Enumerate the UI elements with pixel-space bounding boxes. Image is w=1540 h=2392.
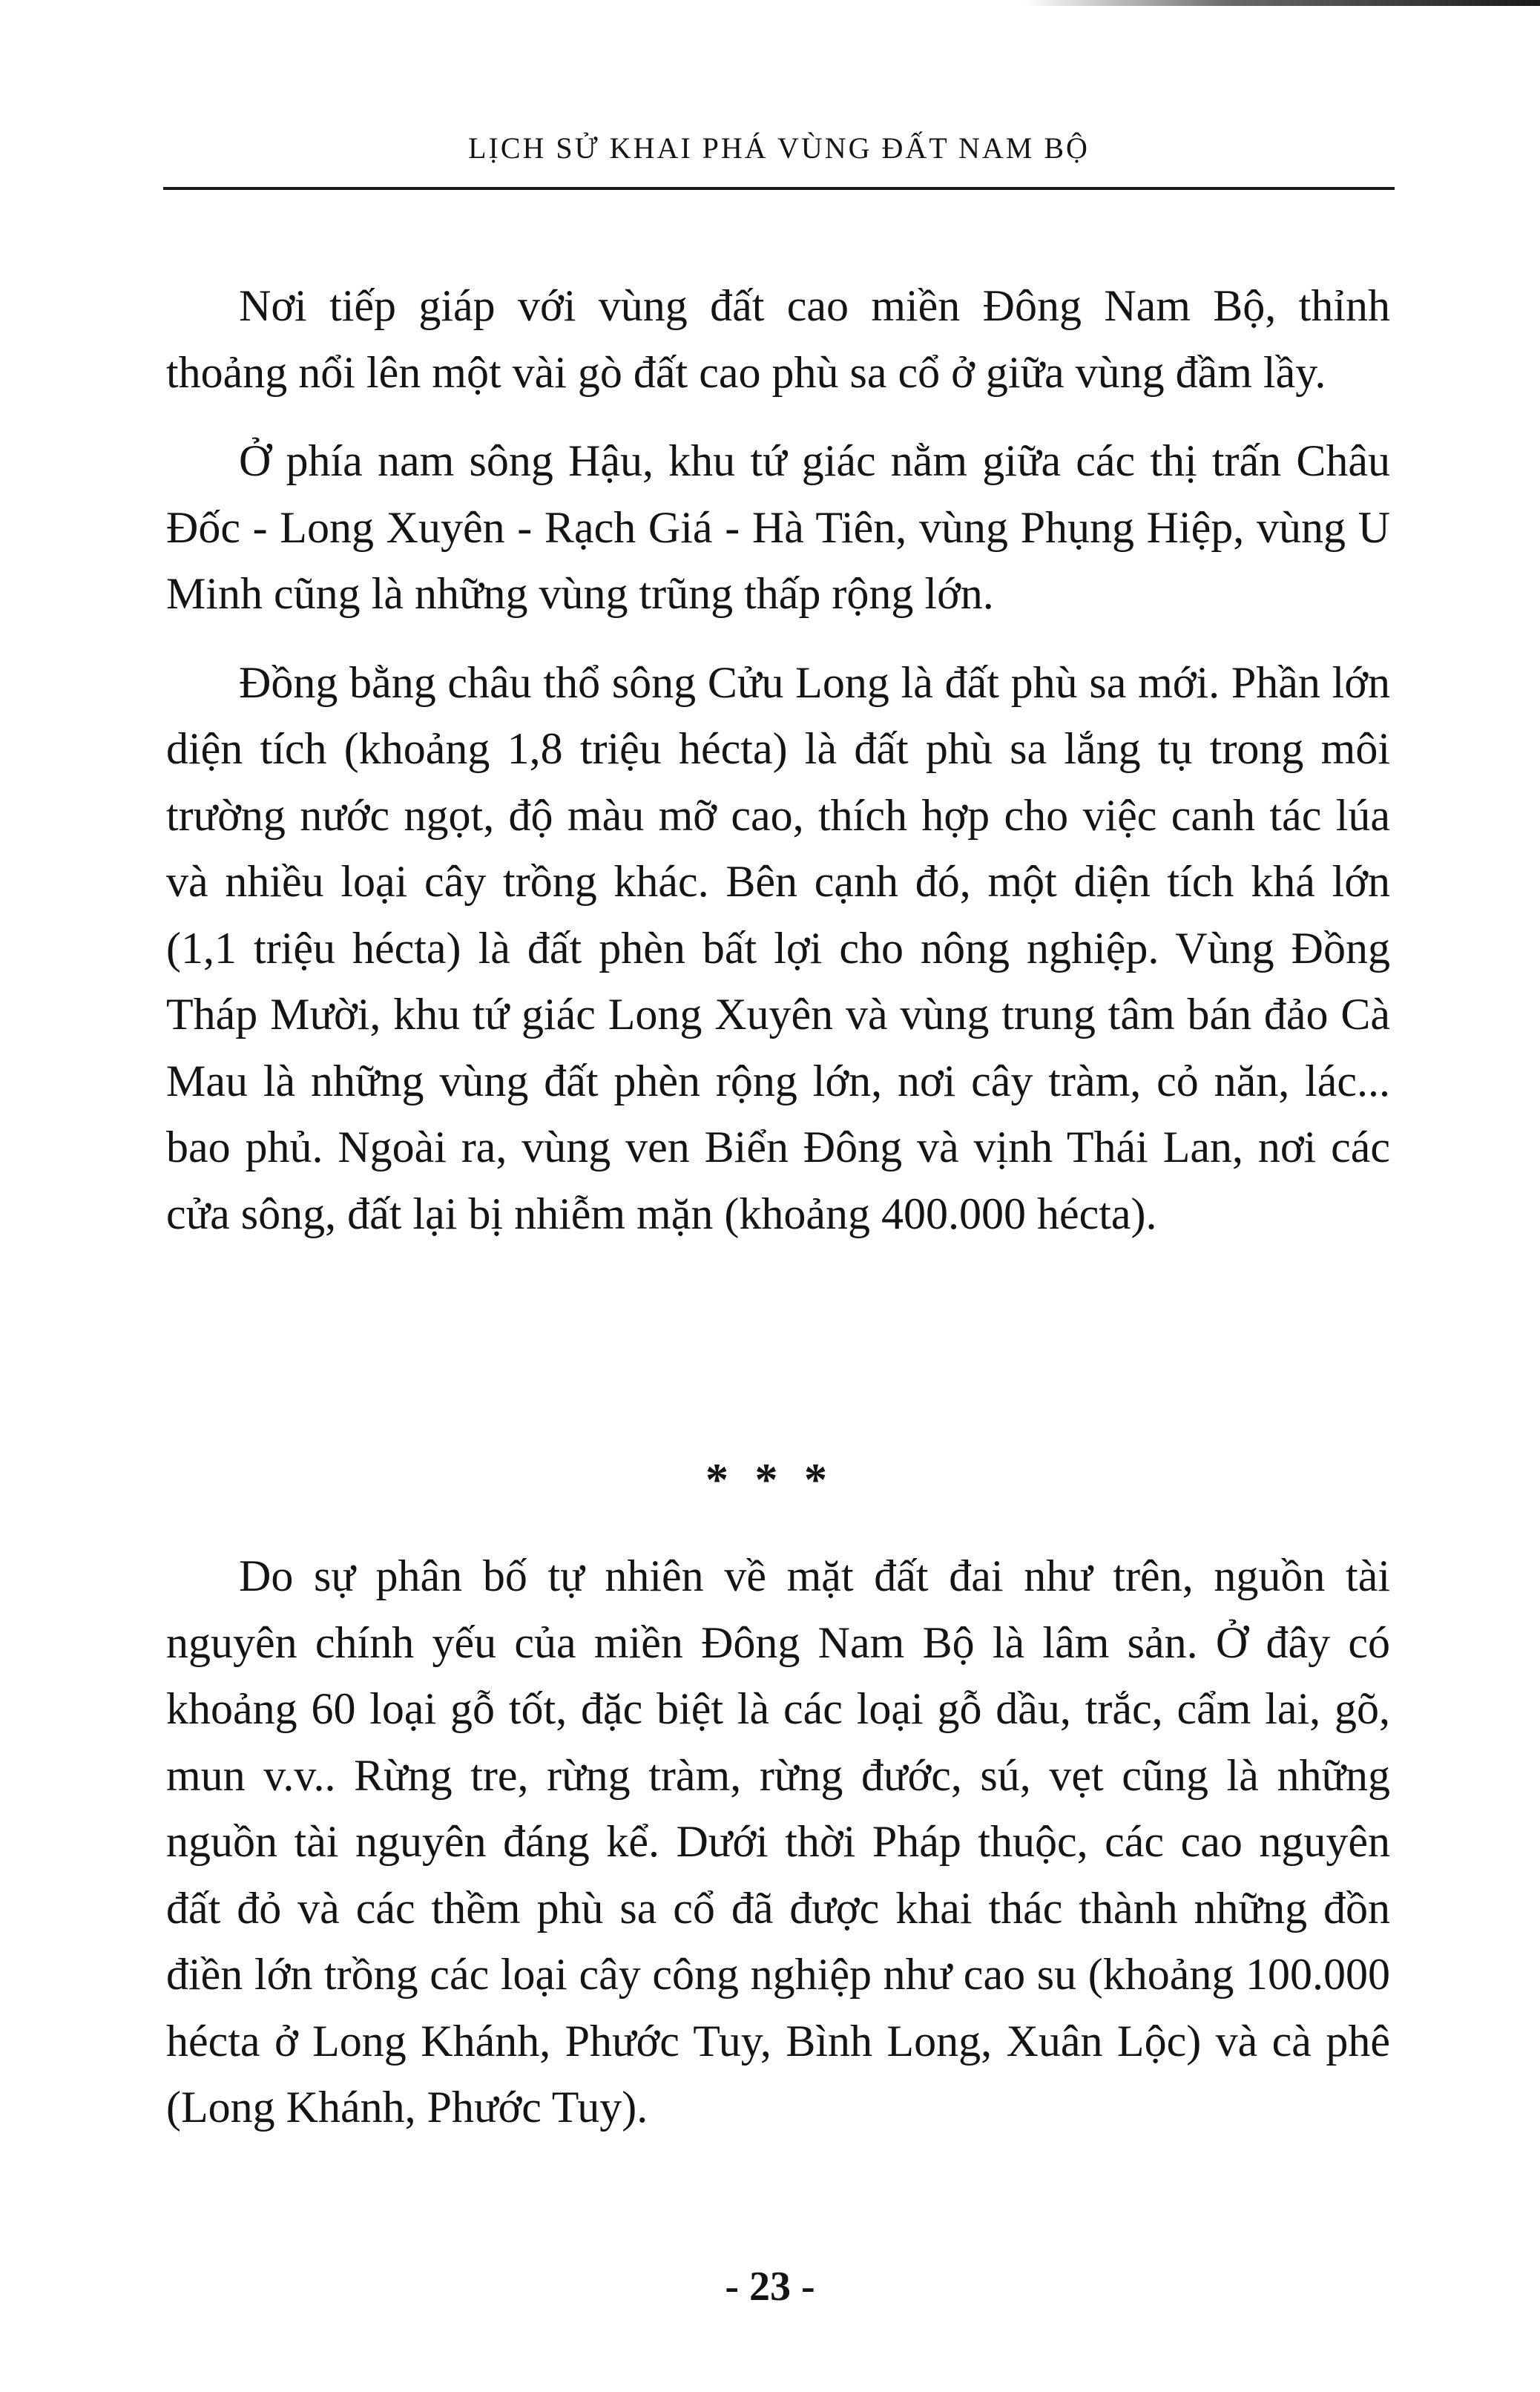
paragraph: Đồng bằng châu thổ sông Cửu Long là đất phù sa mới. Phần lớn diện tích (khoảng 1,8 triệu hécta) là đất phù sa lắng tụ trong môi trường nước ngọt, độ màu mỡ cao, thích hợp cho việc canh tác lúa và nhiều loại cây trồng khác. Bên cạnh đó, một diện tích khá lớn (1,1 triệu hécta) là đất phèn bất lợi cho nông nghiệp. Vùng Đồng Tháp Mười, khu tứ giác Long Xuyên và vùng trung tâm bán đảo Cà Mau là những vùng đất phèn rộng lớn, nơi cây tràm, cỏ năn, lác... bao phủ. Ngoài ra, vùng ven Biển Đông và vịnh Thái Lan, nơi các cửa sông, đất lại bị nhiễm mặn (khoảng 400.000 hécta). <box>166 657 1390 1238</box>
running-header: LỊCH SỬ KHAI PHÁ VÙNG ĐẤT NAM BỘ <box>468 131 1090 165</box>
paragraph: Nơi tiếp giáp với vùng đất cao miền Đông Nam Bộ, thỉnh thoảng nổi lên một vài gò đất cao phù sa cổ ở giữa vùng đầm lầy. <box>166 281 1390 397</box>
paragraph: Do sự phân bố tự nhiên về mặt đất đai như trên, nguồn tài nguyên chính yếu của miền Đông Nam Bộ là lâm sản. Ở đây có khoảng 60 loại gỗ tốt, đặc biệt là các loại gỗ dầu, trắc, cẩm lai, gõ, mun v.v.. Rừng tre, rừng tràm, rừng đước, sú, vẹt cũng là những nguồn tài nguyên đáng kể. Dưới thời Pháp thuộc, các cao nguyên đất đỏ và các thềm phù sa cổ đã được khai thác thành những đồn điền lớn trồng các loại cây công nghiệp như cao su (khoảng 100.000 hécta ở Long Khánh, Phước Tuy, Bình Long, Xuân Lộc) và cà phê (Long Khánh, Phước Tuy). <box>166 1551 1390 2132</box>
paragraph: Ở phía nam sông Hậu, khu tứ giác nằm giữa các thị trấn Châu Đốc - Long Xuyên - Rạch Giá - Hà Tiên, vùng Phụng Hiệp, vùng U Minh cũng là những vùng trũng thấp rộng lớn. <box>166 436 1390 618</box>
body-text-top <box>166 273 1390 1269</box>
page-top-edge-shadow <box>1024 0 1540 6</box>
header-rule <box>163 187 1395 190</box>
body-text-bottom <box>166 1543 1390 2163</box>
page-number: - 23 - <box>725 2264 815 2310</box>
section-break-asterisks: * * * <box>705 1455 835 1505</box>
